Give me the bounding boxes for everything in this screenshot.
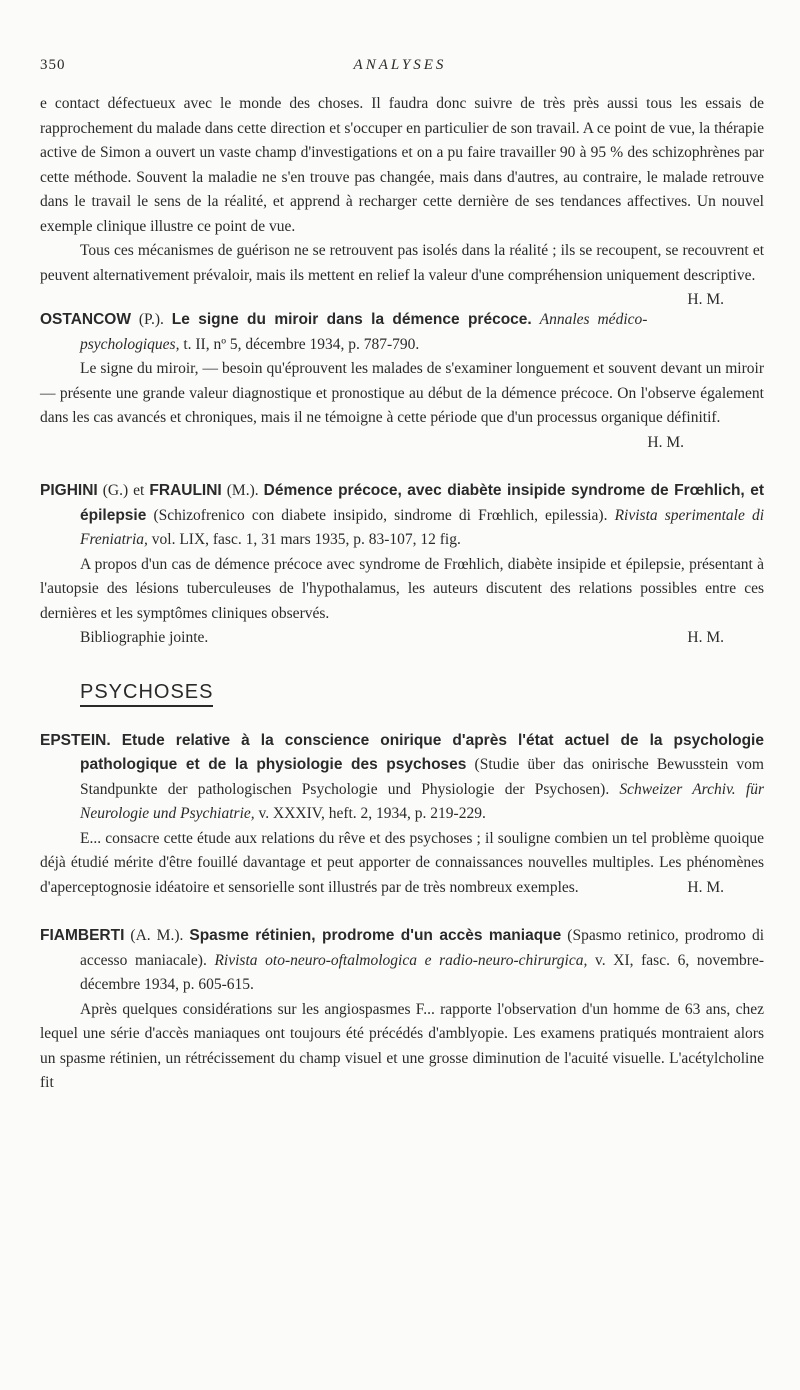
journal-name: Rivista sperimentale di Freniatria, <box>80 506 764 548</box>
abstract-body: A propos d'un cas de démence précoce avec syndrome de Frœhlich, diabète insipide et épilepsie, présentant à l'autopsie des lésions tuberculeuses de l'hypothalamus, les auteurs discutent des relations possibles entre ces dernières et les symptômes cliniques observés. <box>40 555 764 622</box>
running-title: ANALYSES <box>353 57 447 73</box>
journal-name: Schweizer Archiv. für Neurologie und Psychiatrie, <box>80 780 764 822</box>
running-head <box>40 57 760 81</box>
abstract-header <box>40 924 764 998</box>
original-title: (Spasmo retinico, prodromo di accesso maniacale). <box>80 927 764 969</box>
abstract-fiamberti <box>40 924 764 1096</box>
author-name: EPSTEIN. <box>40 731 111 749</box>
bibliography-note <box>40 626 764 651</box>
journal-reference: vol. LIX, fasc. 1, 31 mars 1935, p. 83-107, 12 fig. <box>147 531 461 548</box>
original-title: (Schizofrenico con diabete insipido, sindrome di Frœhlich, epilessia). <box>146 506 615 524</box>
author-name: FIAMBERTI <box>40 927 125 944</box>
abstract-body: Après quelques considérations sur les angiospasmes F... rapporte l'observation d'un homme de 63 ans, chez lequel une série d'accès maniaques ont toujours été précédés d'amblyopie. Les examens pratiqués montraient alors un spasme rétinien, un rétrécissement du champ visuel et une grosse diminution de l'acuité visuelle. L'acétylcholine fit <box>40 1000 764 1091</box>
abstract-title: Démence précoce, avec diabète insipide syndrome de Frœhlich, et épilepsie <box>80 482 764 524</box>
journal-reference: v. XXXIV, heft. 2, 1934, p. 219-229. <box>254 805 486 822</box>
author-name: FRAULINI <box>149 482 222 499</box>
author-initials: (A. M.). <box>124 927 190 944</box>
abstract-body <box>40 827 764 901</box>
journal-reference: t. II, nº 5, décembre 1934, p. 787-790. <box>179 335 420 353</box>
page-body <box>40 92 764 1096</box>
signature: H. M. <box>687 291 724 308</box>
signature: H. M. <box>647 433 684 451</box>
abstract-header <box>40 308 764 357</box>
original-title: (Studie über das onirische Bewusstein vom Standpunkte der pathologischen Psychologie und Physiologie der Psychosen). <box>80 756 764 798</box>
bibliography-text: Bibliographie jointe. <box>80 629 209 646</box>
author-name: OSTANCOW <box>40 311 131 328</box>
abstract-epstein <box>40 729 764 901</box>
signature: H. M. <box>687 629 724 646</box>
author-initials: (P.). <box>130 311 172 328</box>
page-number: 350 <box>40 57 66 73</box>
author-name: PIGHINI <box>40 482 98 499</box>
intro-paragraph-2-text: Tous ces mécanismes de guérison ne se retrouvent pas isolés dans la réalité ; ils se recoupent, se recouvrent et peuvent alternativement prévaloir, mais ils mettent en relief la valeur d'une compréhension uniquement descriptive. <box>40 242 764 284</box>
signature: H. M. <box>687 878 724 896</box>
abstract-header <box>40 729 764 827</box>
journal-name: Annales médico-psychologiques, <box>80 311 648 353</box>
abstract-ostancow <box>40 308 764 455</box>
abstract-title: Le signe du miroir dans la démence précoce. <box>171 311 532 328</box>
intro-paragraph-1: e contact défectueux avec le monde des choses. Il faudra donc suivre de très près aussi tous les essais de rapprochement du malade dans cette direction et s'occuper en particulier de son travail. A ce point de vue, la thérapie active de Simon a ouvert un vaste champ d'investigations et on a pu faire travailler 90 à 95 % des schizophrènes par cette méthode. Souvent la maladie ne s'en trouve pas changée, mais dans d'autres, au contraire, le malade retrouve dans le travail le sens de la réalité, et apprend à recharger cette dernière de ses tendances affectives. Un nouvel exemple clinique illustre ce point de vue. <box>40 95 764 235</box>
section-heading: PSYCHOSES <box>80 681 213 707</box>
intro-paragraph-2 <box>40 239 764 308</box>
abstract-body-text: E... consacre cette étude aux relations du rêve et des psychoses ; il souligne combien un tel problème quoique déjà étudié mérite d'être fouillé davantage et peut apporter de connaissances nouvelles multiples. Les phénomènes d'aperceptognosie idéatoire et sensorielle sont illustrés par de très nombreux exemples. <box>40 829 764 896</box>
author-initials: (M.). <box>221 482 264 499</box>
journal-name: Rivista oto-neuro-oftalmologica e radio-neuro-chirurgica, <box>214 951 588 969</box>
abstract-title: Spasme rétinien, prodrome d'un accès maniaque <box>189 927 562 944</box>
journal-reference: v. XI, fasc. 6, novembre-décembre 1934, p. 605-615. <box>80 951 765 993</box>
abstract-header <box>40 479 764 553</box>
abstract-body: Le signe du miroir, — besoin qu'éprouvent les malades de s'examiner longuement et souvent devant un miroir — présente une grande valeur diagnostique et pronostique au début de la démence précoce. On l'observe également dans les cas avancés et chroniques, mais il ne témoigne à cette période que d'un processus organique définitif. <box>40 360 764 426</box>
abstract-title: Etude relative à la conscience onirique d'après l'état actuel de la psychologie pathologique et de la physiologie des psychoses <box>80 731 764 773</box>
author-initials: (G.) et <box>97 482 150 499</box>
abstract-pighini-fraulini <box>40 479 764 651</box>
